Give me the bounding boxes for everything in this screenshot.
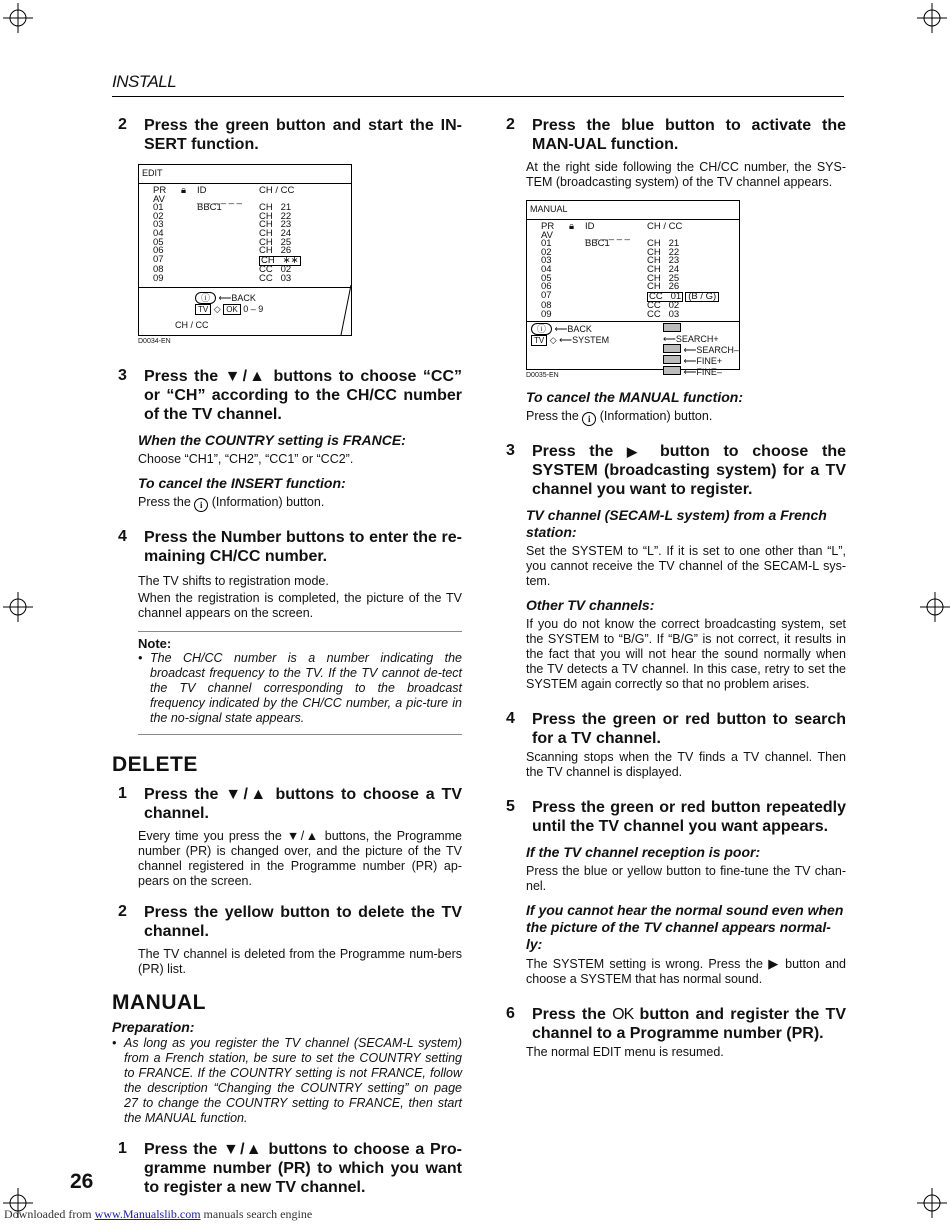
- screen-corner-icon: [335, 285, 351, 335]
- right-arrow-icon: ▶: [768, 956, 780, 971]
- subheading: If you cannot hear the normal sound even when the picture of the TV channel appears normal-ly:: [526, 902, 844, 952]
- subheading: If the TV channel reception is poor:: [526, 844, 761, 860]
- id-cell: [197, 275, 259, 284]
- pr-cell: 03: [153, 219, 164, 231]
- step-number: 2: [506, 116, 515, 133]
- chcc-cell: CH 24: [647, 263, 680, 275]
- pr-cell: 07: [153, 253, 164, 265]
- pr-cell: 07: [541, 289, 552, 301]
- body-text: Every time you press the ▼/▲ buttons, the Programme number (PR) is changed over, and the picture of the TV channel registered in the Programme number (PR) ap-pears on the screen.: [138, 829, 462, 888]
- registration-mark-icon: [3, 3, 33, 33]
- remote-diagram: ⓘ ⟵BACK TV ◇ OK 0 – 9: [195, 291, 263, 315]
- body-text: Press the i (Information) button.: [526, 409, 713, 424]
- step-title: Press the green or red button repeatedly until the TV channel you want appears.: [532, 799, 846, 835]
- manual-step-4: [500, 710, 846, 748]
- tv-button-icon: TV: [531, 335, 547, 346]
- right-column: [500, 114, 846, 1060]
- right-arrow-icon: ▶: [627, 444, 647, 459]
- table-row: [541, 257, 719, 266]
- search-plus-label: SEARCH+: [675, 334, 719, 344]
- chcc-cell: CC 02: [259, 264, 292, 276]
- subheading: TV channel (SECAM-L system) from a French station:: [526, 507, 827, 540]
- lock-icon: 🔒︎: [181, 185, 187, 196]
- id-cell: [197, 221, 259, 230]
- id-cell: [197, 239, 259, 248]
- step-title: Press the green or red button to search for a TV channel.: [532, 711, 846, 747]
- body-text: Choose “CH1”, “CH2”, “CC1” or “CC2”.: [138, 452, 354, 466]
- column-header: ID: [197, 185, 207, 196]
- chcc-cell: CH ∗∗: [261, 254, 299, 266]
- id-cell: _ _ _ _ _ _: [197, 193, 242, 205]
- subheading: Preparation:: [112, 1019, 195, 1035]
- step-title: Press the yellow button to delete the TV channel.: [144, 904, 462, 940]
- column-header: PR: [153, 185, 167, 196]
- delete-step-1: [112, 785, 462, 823]
- system-value: (B / G): [685, 292, 719, 303]
- id-cell: [585, 292, 647, 303]
- back-label: BACK: [567, 324, 592, 334]
- id-cell: [197, 266, 259, 275]
- info-icon: i: [194, 498, 208, 512]
- subheading: Other TV channels:: [526, 597, 655, 613]
- chcc-cell: CH 25: [647, 272, 680, 284]
- table-row: [541, 263, 719, 275]
- chcc-cell: CH 22: [647, 246, 680, 258]
- screen-title: EDIT: [142, 168, 163, 178]
- chcc-cell: CH 24: [259, 227, 292, 239]
- step-number: 4: [118, 528, 127, 545]
- id-cell: BBC1: [197, 202, 222, 214]
- edit-screen: [138, 164, 352, 336]
- id-cell: [585, 249, 647, 258]
- chcc-cell: CH 26: [647, 281, 680, 293]
- body-text: The SYSTEM setting is wrong. Press the ▶ button and choose a SYSTEM that has normal sound.: [526, 956, 847, 986]
- info-icon: i: [582, 412, 596, 426]
- delete-step-2: [112, 903, 462, 941]
- red-button-icon: [663, 344, 681, 353]
- step-number: 1: [118, 1140, 127, 1157]
- manual-channel-table: [541, 223, 719, 320]
- pr-cell: 06: [541, 281, 552, 293]
- edit-channel-table: [153, 187, 301, 284]
- id-cell: [585, 275, 647, 284]
- chcc-cell: CH 25: [259, 236, 292, 248]
- ok-button-icon: OK: [223, 304, 241, 315]
- id-cell: [585, 266, 647, 275]
- chcc-cell: CH 22: [259, 210, 292, 222]
- table-row: [541, 240, 719, 249]
- preparation-text: As long as you register the TV channel (SECAM-L system) from a French station, be sure to set the COUNTRY setting to FRANCE. If the COUNTRY setting is not FRANCE, follow the description “Changing the COUNTRY setting” on page 27 to change the COUNTRY setting to FRANCE, then start the MANUAL function.: [124, 1036, 462, 1125]
- id-cell: [585, 257, 647, 266]
- manualslib-link[interactable]: www.Manualslib.com: [94, 1207, 201, 1221]
- info-button-icon: ⓘ: [195, 292, 216, 304]
- step-number: 4: [506, 710, 515, 727]
- ok-button-icon: OK: [612, 1006, 634, 1023]
- body-text: Press the blue or yellow button to fine-tune the TV chan-nel.: [526, 864, 846, 893]
- pr-cell: 09: [153, 272, 164, 284]
- body-text: Set the SYSTEM to “L”. If it is set to one other than “L”, you cannot receive the TV channel of the SECAM-L sys-tem.: [526, 544, 846, 588]
- step-number: 5: [506, 798, 515, 815]
- chcc-cell: CC 03: [259, 272, 292, 284]
- footer: Downloaded from www.Manualslib.com manuals search engine: [4, 1207, 313, 1221]
- page-header: [112, 72, 844, 97]
- back-label: BACK: [231, 293, 256, 303]
- table-row: [541, 229, 719, 241]
- fine-minus-label: FINE–: [696, 367, 722, 377]
- pr-cell: 08: [153, 264, 164, 276]
- step-number: 2: [118, 903, 127, 920]
- step-number: 1: [118, 785, 127, 802]
- chcc-cell: CH 23: [647, 255, 680, 267]
- pr-cell: 09: [541, 308, 552, 320]
- search-minus-label: SEARCH–: [696, 345, 739, 355]
- edit-screen-figure: [138, 164, 462, 345]
- column-header: PR: [541, 221, 555, 232]
- pr-cell: 04: [153, 227, 164, 239]
- id-cell: [197, 247, 259, 256]
- pr-cell: 03: [541, 255, 552, 267]
- subheading: When the COUNTRY setting is FRANCE:: [138, 432, 406, 448]
- table-row: [541, 302, 719, 311]
- figure-code: D0034-EN: [138, 338, 171, 345]
- table-row: [541, 289, 719, 303]
- body-text: Press the i (Information) button.: [138, 495, 325, 510]
- step-title: Press the ▼/▲ buttons to choose “CC” or “CH” according to the CH/CC number of the TV channel.: [144, 368, 462, 423]
- step-title: Press the ▶ button to choose the SYSTEM (broadcasting system) for a TV channel you want to register.: [532, 443, 846, 498]
- insert-step-3: [112, 367, 462, 424]
- step-title: Press the blue button to activate the MAN-UAL function.: [532, 117, 846, 153]
- body-text: The normal EDIT menu is resumed.: [526, 1045, 724, 1059]
- dpad-icon: ◇: [213, 304, 221, 314]
- table-row: [541, 272, 719, 284]
- step-number: 2: [118, 116, 127, 133]
- chcc-cell: CH 23: [259, 219, 292, 231]
- step-title: Press the green button and start the IN-SERT function.: [144, 117, 462, 153]
- id-cell: [197, 230, 259, 239]
- manual-step-6: [500, 1005, 846, 1043]
- tv-button-icon: TV: [195, 304, 211, 315]
- page-number: 26: [70, 1170, 94, 1193]
- body-text: At the right side following the CH/CC number, the SYS-TEM (broadcasting system) of the TV channel appears.: [526, 160, 846, 189]
- body-text: The TV channel is deleted from the Programme num-bers (PR) list.: [138, 947, 462, 976]
- left-column: 2 Press the green button and start the IN-SERT function. EDIT PR 🔒︎ ID CH / CC AV _ _ _ _ _ _ 01 BBC1 CH 21 02 CH 22 03 CH 23 04 CH 24 05 CH 25 06 CH 26 07 CH ∗∗ 08 CC 02 09 CC 03 ⓘ ⟵BACK TV ◇ OK 0 – 9 CH / CC D0034-EN 3 Press the ▼/▲ buttons to choose “CC” or “CH” according to the CH/CC number of the TV channel. When the COUNTRY setting is FRANCE: Choose “CH1”, “CH2”, “CC1” or “CC2”. To cancel the INSERT function: Press the i (Information) button. 4 Press the Number buttons to enter the re-maining CH/CC number. The TV shifts to registration mode. When the registration is completed, the picture of the TV channel appears on the screen. Note: • The CH/CC number is a number indicating the broadcast frequency to the TV. If the TV cannot de-tect the TV channel corresponding to the broadcast frequency indicated by the CH/CC number, a pic-ture in the no-signal state appears. DELETE 1 Press the ▼/▲ buttons to choose a TV channel. Every time you press the ▼/▲ buttons, the Programme number (PR) is changed over, and the picture of the TV channel registered in the Programme number (PR) ap-pears on the screen. 2 Press the yellow button to delete the TV channel. The TV channel is deleted from the Programme num-bers (PR) list. MANUAL Preparation: • As long as you register the TV channel (SECAM-L system) from a French station, be sure to set the COUNTRY setting to FRANCE. If the COUNTRY setting is not FRANCE, follow the description “Changing the COUNTRY setting” on page 27 to change the COUNTRY setting to FRANCE, then start the MANUAL function. 1 Press the ▼/▲ buttons to choose a Pro-gramme number (PR) to which you want to register a new TV channel.: [112, 116, 462, 1196]
- step-title: Press the ▼/▲ buttons to choose a Pro-gramme number (PR) to which you want to register a new TV channel.: [144, 1141, 462, 1196]
- registration-mark-icon: [917, 1188, 947, 1218]
- id-cell: [585, 283, 647, 292]
- step-number: 6: [506, 1005, 515, 1022]
- pr-cell: 05: [541, 272, 552, 284]
- subheading: To cancel the INSERT function:: [138, 475, 346, 491]
- pr-cell: 02: [153, 210, 164, 222]
- note-text: The CH/CC number is a number indicating the broadcast frequency to the TV. If the TV cannot de-tect the TV channel corresponding to the broadcast frequency indicated by the CH/CC number, a pic-ture in the no-signal state appears.: [150, 651, 462, 725]
- manual-step-2: [500, 116, 846, 154]
- blue-button-icon: [663, 366, 681, 375]
- registration-mark-icon: [920, 592, 950, 622]
- pr-cell: 08: [541, 300, 552, 312]
- chcc-cell: CC 01: [649, 290, 682, 302]
- step-title: Press the OK button and register the TV channel to a Programme number (PR).: [532, 1006, 847, 1042]
- chcc-label: CH / CC: [175, 320, 209, 330]
- section-heading: DELETE: [112, 753, 198, 776]
- chcc-cell: CC 03: [647, 308, 680, 320]
- step-title: Press the Number buttons to enter the re-maining CH/CC number.: [144, 529, 462, 565]
- table-row: [153, 272, 301, 284]
- green-button-icon: [663, 323, 681, 332]
- id-cell: [197, 213, 259, 222]
- lock-icon: 🔒︎: [569, 221, 575, 232]
- manual-screen-figure: [526, 200, 846, 379]
- screen-title: MANUAL: [530, 204, 568, 214]
- fine-plus-label: FINE+: [696, 356, 723, 366]
- manual-step-1: [112, 1140, 462, 1197]
- step-number: 3: [506, 442, 515, 459]
- pr-cell: 04: [541, 263, 552, 275]
- section-title: INSTALL: [112, 72, 177, 91]
- registration-mark-icon: [3, 592, 33, 622]
- id-cell: [585, 311, 647, 320]
- insert-step-2: [112, 116, 462, 154]
- insert-step-4: [112, 528, 462, 566]
- color-button-legend: ⟵SEARCH+ ⟵SEARCH– ⟵FINE+ ⟵FINE–: [663, 323, 739, 377]
- body-text: Scanning stops when the TV finds a TV channel. Then the TV channel is displayed.: [526, 750, 846, 779]
- body-text: If you do not know the correct broadcasting system, set the SYSTEM to “B/G”. If “B/G” is not correct, it results in the fact that you will not hear the sound normally when the TV detects a TV channel. In this case, retry to set the SYSTEM again correctly so that no problem arises.: [526, 617, 846, 691]
- chcc-cell: CH 26: [259, 245, 292, 257]
- id-cell: BBC1: [585, 238, 610, 250]
- pr-cell: AV: [541, 229, 553, 241]
- chcc-cell: CC 02: [647, 300, 680, 312]
- note-title: Note:: [138, 636, 172, 651]
- pr-cell: 06: [153, 245, 164, 257]
- info-button-icon: ⓘ: [531, 323, 552, 335]
- dpad-icon: ◇: [549, 335, 557, 345]
- pr-cell: 01: [541, 238, 552, 250]
- number-range-label: 0 – 9: [243, 304, 264, 314]
- section-heading: MANUAL: [112, 991, 206, 1014]
- step-number: 3: [118, 367, 127, 384]
- column-header: CH / CC: [259, 185, 295, 196]
- subheading: To cancel the MANUAL function:: [526, 389, 743, 405]
- pr-cell: AV: [153, 193, 165, 205]
- remote-diagram: ⓘ ⟵BACK TV ◇ ⟵SYSTEM: [531, 324, 609, 346]
- pr-cell: 02: [541, 246, 552, 258]
- system-label: SYSTEM: [572, 335, 610, 345]
- pr-cell: 01: [153, 202, 164, 214]
- column-header: CH / CC: [647, 221, 683, 232]
- body-text: The TV shifts to registration mode.: [138, 574, 329, 588]
- chcc-cell: CH 21: [259, 202, 292, 214]
- id-cell: [197, 256, 259, 267]
- manual-step-5: [500, 798, 846, 836]
- column-header: ID: [585, 221, 595, 232]
- step-title: Press the ▼/▲ buttons to choose a TV channel.: [144, 786, 462, 822]
- chcc-cell: CH 21: [647, 238, 680, 250]
- id-cell: _ _ _ _ _ _: [585, 229, 630, 241]
- pr-cell: 05: [153, 236, 164, 248]
- table-row: [541, 308, 719, 320]
- body-text: When the registration is completed, the picture of the TV channel appears on the screen.: [138, 591, 462, 620]
- note-box: Note: • The CH/CC number is a number indicating the broadcast frequency to the TV. If the TV cannot de-tect the TV channel corresponding to the broadcast frequency indicated by the CH/CC number, a pic-ture in the no-signal state appears.: [138, 631, 462, 735]
- figure-code: D0035-EN: [526, 372, 559, 379]
- table-row: [541, 246, 719, 258]
- manual-step-3: [500, 442, 846, 499]
- yellow-button-icon: [663, 355, 681, 364]
- registration-mark-icon: [917, 3, 947, 33]
- id-cell: [585, 302, 647, 311]
